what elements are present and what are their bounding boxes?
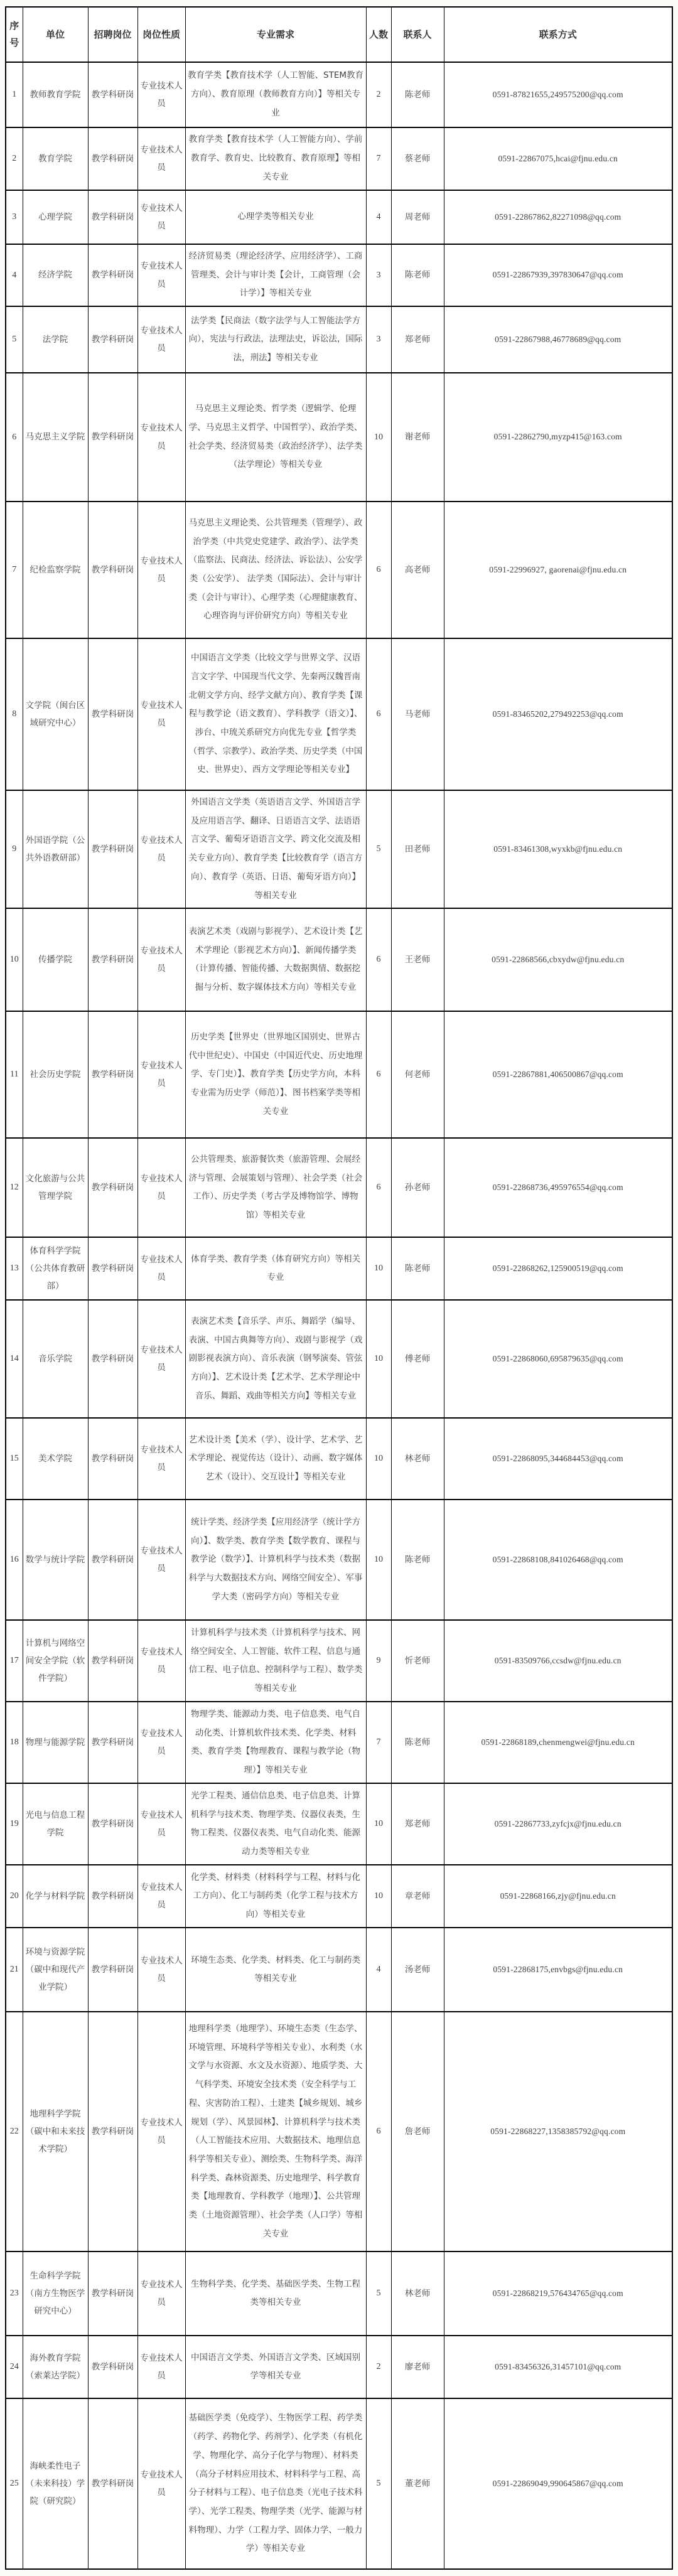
cell-info: 0591-87821655,249575200@qq.com <box>444 62 672 127</box>
cell-unit: 文化旅游与公共管理学院 <box>23 1138 88 1237</box>
cell-contact: 林老师 <box>391 1418 444 1500</box>
cell-contact: 蔡老师 <box>391 127 444 190</box>
table-row <box>6 2336 672 2398</box>
table-row <box>6 502 672 638</box>
cell-contact: 谢老师 <box>391 373 444 502</box>
cell-major: 物理学类、能源动力类、电子信息类、电气自动化类、计算机软件技术类、化学类、材料类、教育学类【物理教育、课程与教学论（物理）】等相关专业 <box>185 1702 366 1783</box>
cell-contact: 陈老师 <box>391 1702 444 1783</box>
cell-no: 5 <box>6 306 23 373</box>
cell-position: 教学科研岗 <box>88 638 137 790</box>
cell-info: 0591-83509766,ccsdw@fjnu.edu.cn <box>444 1620 672 1702</box>
cell-position: 教学科研岗 <box>88 190 137 244</box>
cell-info: 0591-83465202,279492253@qq.com <box>444 638 672 790</box>
table-row <box>6 2012 672 2251</box>
cell-position: 教学科研岗 <box>88 1783 137 1865</box>
cell-nature: 专业技术人员 <box>137 1620 185 1702</box>
cell-position: 教学科研岗 <box>88 1500 137 1620</box>
cell-contact: 孙老师 <box>391 1138 444 1237</box>
header-row <box>6 7 672 62</box>
cell-position: 教学科研岗 <box>88 2012 137 2251</box>
cell-nature: 专业技术人员 <box>137 1783 185 1865</box>
cell-count: 5 <box>366 2251 391 2336</box>
cell-contact: 董老师 <box>391 2398 444 2569</box>
table-row <box>6 62 672 127</box>
cell-major: 表演艺术类【音乐学、声乐、舞蹈学（编导、表演、中国古典舞等方向）、戏剧与影视学（戏剧影视表演方向）、音乐表演（钢琴演奏、管弦方向）】、艺术设计类【艺术学、艺术学理论中音乐、舞蹈、戏曲等相关方向】等相关专业 <box>185 1300 366 1418</box>
cell-contact: 陈老师 <box>391 244 444 306</box>
cell-no: 3 <box>6 190 23 244</box>
cell-info: 0591-83456326,31457101@qq.com <box>444 2336 672 2398</box>
cell-no: 12 <box>6 1138 23 1237</box>
cell-major: 教育学类【教育技术学（人工智能、STEM教育方向）、教育原理（教师教育方向）】等相关专业 <box>185 62 366 127</box>
cell-no: 4 <box>6 244 23 306</box>
cell-unit: 纪检监察学院 <box>23 502 88 638</box>
cell-count: 4 <box>366 190 391 244</box>
cell-no: 1 <box>6 62 23 127</box>
cell-major: 体育学类、教育学类（体育研究方向）等相关专业 <box>185 1237 366 1300</box>
cell-info: 0591-22868108,841026468@qq.com <box>444 1500 672 1620</box>
cell-no: 14 <box>6 1300 23 1418</box>
cell-contact: 周老师 <box>391 190 444 244</box>
header-count: 人数 <box>366 7 391 62</box>
cell-position: 教学科研岗 <box>88 1011 137 1138</box>
header-nature: 岗位性质 <box>137 7 185 62</box>
cell-count: 9 <box>366 1620 391 1702</box>
cell-contact: 郑老师 <box>391 306 444 373</box>
cell-contact: 廖老师 <box>391 2336 444 2398</box>
cell-unit: 社会历史学院 <box>23 1011 88 1138</box>
cell-unit: 文学院（闽台区域研究中心） <box>23 638 88 790</box>
cell-major: 地理科学类（地理学）、环境生态类（生态学、环境管理、环境科学等相关专业）、水利类（水文学与水资源、水文及水资源）、地质学类、大气科学类、环境安全技术类（安全科学与工程、灾害防治工程）、土建类【城乡规划、城乡规划（学）、风景园林】、计算机科学与技术类（人工智能技术应用、大数据技术、地理信息科学等相关专业）、测绘类、生物科学类、海洋科学类、森林资源类、历史地理学、科学教育类【地理教育、学科教学（地理）】、公共管理类（土地资源管理）、社会学类（人口学）等相关专业 <box>185 2012 366 2251</box>
table-row <box>6 2251 672 2336</box>
cell-no: 13 <box>6 1237 23 1300</box>
recruitment-table <box>5 6 673 2570</box>
cell-position: 教学科研岗 <box>88 502 137 638</box>
cell-contact: 汤老师 <box>391 1928 444 2012</box>
cell-count: 6 <box>366 502 391 638</box>
cell-no: 2 <box>6 127 23 190</box>
cell-contact: 王老师 <box>391 908 444 1011</box>
cell-count: 7 <box>366 127 391 190</box>
cell-unit: 地理科学学院（碳中和未来技术学院） <box>23 2012 88 2251</box>
cell-contact: 詹老师 <box>391 2012 444 2251</box>
cell-major: 马克思主义理论类、公共管理类（管理学）、政治学类（中共党史党建学、政治学）、法学类（监察法、民商法、经济法、诉讼法）、公安学类（公安学）、 法学类（国际法）、会计与审计类（会计与审计）、心理学类（心理健康教育、心理咨询与评价研究方向）等相关专业 <box>185 502 366 638</box>
cell-nature: 专业技术人员 <box>137 1418 185 1500</box>
cell-major: 法学类【民商法（数字法学与人工智能法学方向），宪法与行政法，法理法史，诉讼法，国际法，刑法】等相关专业 <box>185 306 366 373</box>
cell-nature: 专业技术人员 <box>137 2398 185 2569</box>
cell-info: 0591-22867988,46778689@qq.com <box>444 306 672 373</box>
cell-contact: 田老师 <box>391 790 444 908</box>
cell-count: 3 <box>366 306 391 373</box>
cell-unit: 心理学院 <box>23 190 88 244</box>
cell-contact: 傅老师 <box>391 1300 444 1418</box>
cell-info: 0591-83461308,wyxkb@fjnu.edu.cn <box>444 790 672 908</box>
cell-nature: 专业技术人员 <box>137 2251 185 2336</box>
header-unit: 单位 <box>23 7 88 62</box>
cell-count: 10 <box>366 373 391 502</box>
cell-nature: 专业技术人员 <box>137 1011 185 1138</box>
cell-count: 10 <box>366 1500 391 1620</box>
table-row <box>6 638 672 790</box>
cell-count: 10 <box>366 1418 391 1500</box>
cell-count: 5 <box>366 2398 391 2569</box>
cell-major: 历史学类【世界史（世界地区国别史、世界古代中世纪史）、中国史（中国近代史、历史地理学、专门史）】、教育学类【历史学方向，本科专业需为历史学（师范）】、图书档案学类等相关专业 <box>185 1011 366 1138</box>
cell-unit: 数学与统计学院 <box>23 1500 88 1620</box>
table-row <box>6 190 672 244</box>
cell-count: 4 <box>366 1928 391 2012</box>
table-row <box>6 1237 672 1300</box>
table-row <box>6 1865 672 1928</box>
cell-unit: 教师教育学院 <box>23 62 88 127</box>
cell-unit: 化学与材料学院 <box>23 1865 88 1928</box>
cell-position: 教学科研岗 <box>88 1237 137 1300</box>
cell-position: 教学科研岗 <box>88 2398 137 2569</box>
cell-position: 教学科研岗 <box>88 2336 137 2398</box>
cell-count: 3 <box>366 244 391 306</box>
cell-no: 20 <box>6 1865 23 1928</box>
cell-count: 2 <box>366 2336 391 2398</box>
cell-count: 5 <box>366 790 391 908</box>
cell-info: 0591-22867862,82271098@qq.com <box>444 190 672 244</box>
cell-nature: 专业技术人员 <box>137 908 185 1011</box>
cell-info: 0591-22868166,zjy@fjnu.edu.cn <box>444 1865 672 1928</box>
table-row <box>6 244 672 306</box>
table-row <box>6 1620 672 1702</box>
cell-nature: 专业技术人员 <box>137 1138 185 1237</box>
cell-info: 0591-22862790,myzp415@163.com <box>444 373 672 502</box>
cell-no: 21 <box>6 1928 23 2012</box>
cell-contact: 林老师 <box>391 2251 444 2336</box>
cell-major: 中国语言文学类、外国语言文学类、区域国别学等相关专业 <box>185 2336 366 2398</box>
table-row <box>6 1138 672 1237</box>
cell-unit: 海外教育学院（索莱达学院） <box>23 2336 88 2398</box>
cell-count: 6 <box>366 908 391 1011</box>
cell-major: 公共管理类、旅游餐饮类（旅游管理、会展经济与管理、会展策划与管理）、社会学类（社会工作）、历史学类（考古学及博物馆学、博物馆）等相关专业 <box>185 1138 366 1237</box>
cell-major: 艺术设计类【美术（学）、设计学、艺术学、艺术学理论、视觉传达（设计）、动画、数字媒体艺术（设计）、交互设计】等相关专业 <box>185 1418 366 1500</box>
cell-no: 25 <box>6 2398 23 2569</box>
cell-unit: 光电与信息工程学院 <box>23 1783 88 1865</box>
cell-info: 0591-22868189,chenmengwei@fjnu.edu.cn <box>444 1702 672 1783</box>
table-row <box>6 1783 672 1865</box>
cell-info: 0591-22867733,zyfcjx@fjnu.edu.cn <box>444 1783 672 1865</box>
cell-position: 教学科研岗 <box>88 62 137 127</box>
cell-no: 8 <box>6 638 23 790</box>
cell-nature: 专业技术人员 <box>137 1865 185 1928</box>
cell-nature: 专业技术人员 <box>137 190 185 244</box>
cell-position: 教学科研岗 <box>88 1138 137 1237</box>
cell-info: 0591-22996927, gaorenai@fjnu.edu.cn <box>444 502 672 638</box>
cell-unit: 物理与能源学院 <box>23 1702 88 1783</box>
cell-no: 7 <box>6 502 23 638</box>
cell-contact: 陈老师 <box>391 62 444 127</box>
cell-position: 教学科研岗 <box>88 1620 137 1702</box>
cell-contact: 郑老师 <box>391 1783 444 1865</box>
cell-info: 0591-22868060,695879635@qq.com <box>444 1300 672 1418</box>
cell-no: 19 <box>6 1783 23 1865</box>
cell-info: 0591-22868262,125900519@qq.com <box>444 1237 672 1300</box>
table-row <box>6 1300 672 1418</box>
cell-unit: 法学院 <box>23 306 88 373</box>
cell-position: 教学科研岗 <box>88 306 137 373</box>
cell-nature: 专业技术人员 <box>137 2012 185 2251</box>
cell-nature: 专业技术人员 <box>137 1702 185 1783</box>
cell-major: 计算机科学与技术类（计算机科学与技术、网络空间安全、人工智能、软件工程、信息与通信工程、电子信息、控制科学与工程）、数学类等相关专业 <box>185 1620 366 1702</box>
cell-nature: 专业技术人员 <box>137 127 185 190</box>
cell-major: 中国语言文学类（比较文学与世界文学、汉语言文字学、中国现当代文学、先秦两汉魏晋南北朝文学方向、经学文献方向）、教育学类【课程与教学论（语文教育）、学科教学（语文）】、涉台、中琉关系研究方向优先专业【哲学类（哲学、宗教学）、政治学类、历史学类（中国史、世界史）、西方文学理论等相关专业】 <box>185 638 366 790</box>
cell-unit: 教育学院 <box>23 127 88 190</box>
cell-position: 教学科研岗 <box>88 1300 137 1418</box>
cell-contact: 何老师 <box>391 1011 444 1138</box>
header-position: 招聘岗位 <box>88 7 137 62</box>
header-info: 联系方式 <box>444 7 672 62</box>
cell-count: 6 <box>366 638 391 790</box>
cell-contact: 陈老师 <box>391 1500 444 1620</box>
cell-info: 0591-22867881,406500867@qq.com <box>444 1011 672 1138</box>
cell-no: 17 <box>6 1620 23 1702</box>
cell-info: 0591-22867075,hcai@fjnu.edu.cn <box>444 127 672 190</box>
cell-count: 10 <box>366 1237 391 1300</box>
cell-nature: 专业技术人员 <box>137 244 185 306</box>
cell-no: 22 <box>6 2012 23 2251</box>
cell-unit: 传播学院 <box>23 908 88 1011</box>
cell-count: 6 <box>366 2012 391 2251</box>
cell-unit: 马克思主义学院 <box>23 373 88 502</box>
cell-no: 10 <box>6 908 23 1011</box>
table-row <box>6 306 672 373</box>
cell-major: 生物科学类、化学类、基础医学类、生物工程类等相关专业 <box>185 2251 366 2336</box>
cell-position: 教学科研岗 <box>88 1418 137 1500</box>
cell-nature: 专业技术人员 <box>137 502 185 638</box>
cell-position: 教学科研岗 <box>88 244 137 306</box>
cell-no: 11 <box>6 1011 23 1138</box>
cell-count: 10 <box>366 1300 391 1418</box>
cell-unit: 环境与资源学院（碳中和现代产业学院） <box>23 1928 88 2012</box>
cell-count: 2 <box>366 62 391 127</box>
cell-major: 马克思主义理论类、哲学类（逻辑学、伦理学、马克思主义哲学、中国哲学）、政治学类、社会学类、经济贸易类（政治经济学）、法学类（法学理论）等相关专业 <box>185 373 366 502</box>
cell-nature: 专业技术人员 <box>137 1300 185 1418</box>
table-row <box>6 2398 672 2569</box>
cell-unit: 音乐学院 <box>23 1300 88 1418</box>
cell-unit: 美术学院 <box>23 1418 88 1500</box>
cell-no: 16 <box>6 1500 23 1620</box>
cell-info: 0591-22869049,990645867@qq.com <box>444 2398 672 2569</box>
cell-no: 15 <box>6 1418 23 1500</box>
table-body <box>6 62 672 2569</box>
cell-info: 0591-22868566,cbxydw@fjnu.edu.cn <box>444 908 672 1011</box>
cell-info: 0591-22868175,envbgs@fjnu.edu.cn <box>444 1928 672 2012</box>
cell-major: 统计学类、经济学类【应用经济学（统计学方向）】、数学类、教育学类【数学教育、课程与教学论（数学）】、计算机科学与技术类（数据科学与大数据技术方向、网络空间安全）、军事学大类（密码学方向）等相关专业 <box>185 1500 366 1620</box>
cell-nature: 专业技术人员 <box>137 1500 185 1620</box>
header-contact: 联系人 <box>391 7 444 62</box>
table-row <box>6 908 672 1011</box>
cell-count: 7 <box>366 1702 391 1783</box>
cell-position: 教学科研岗 <box>88 1702 137 1783</box>
cell-position: 教学科研岗 <box>88 1865 137 1928</box>
cell-info: 0591-22867939,397830647@qq.com <box>444 244 672 306</box>
cell-count: 10 <box>366 1865 391 1928</box>
cell-position: 教学科研岗 <box>88 2251 137 2336</box>
cell-position: 教学科研岗 <box>88 908 137 1011</box>
cell-unit: 外国语学院（公共外语教研部） <box>23 790 88 908</box>
table-row <box>6 1928 672 2012</box>
cell-count: 10 <box>366 1783 391 1865</box>
cell-major: 外国语言文学类（英语语言文学、外国语言学及应用语言学、翻译、日语语言文学、法语语言文学、葡萄牙语语言文学、跨文化交流及相关专业方向）、教育学类【比较教育学（语言方向）、教育学（英语、日语、葡萄牙语方向）】等相关专业 <box>185 790 366 908</box>
cell-no: 6 <box>6 373 23 502</box>
cell-nature: 专业技术人员 <box>137 638 185 790</box>
cell-nature: 专业技术人员 <box>137 1237 185 1300</box>
cell-nature: 专业技术人员 <box>137 373 185 502</box>
cell-contact: 忻老师 <box>391 1620 444 1702</box>
cell-major: 心理学类等相关专业 <box>185 190 366 244</box>
cell-nature: 专业技术人员 <box>137 2336 185 2398</box>
cell-major: 教育学类【教育技术学（人工智能方向）、学前教育学、教育史、比较教育、教育原理】等相关专业 <box>185 127 366 190</box>
cell-nature: 专业技术人员 <box>137 62 185 127</box>
table-row <box>6 127 672 190</box>
cell-info: 0591-22868736,495976554@qq.com <box>444 1138 672 1237</box>
cell-info: 0591-22868227,1358385792@qq.com <box>444 2012 672 2251</box>
table-row <box>6 790 672 908</box>
cell-position: 教学科研岗 <box>88 127 137 190</box>
cell-unit: 生命科学学院（南方生物医学研究中心） <box>23 2251 88 2336</box>
table-row <box>6 1011 672 1138</box>
cell-no: 9 <box>6 790 23 908</box>
table-row <box>6 1500 672 1620</box>
cell-info: 0591-22868219,576434765@qq.com <box>444 2251 672 2336</box>
cell-nature: 专业技术人员 <box>137 1928 185 2012</box>
cell-info: 0591-22868095,344684453@qq.com <box>444 1418 672 1500</box>
header-no: 序号 <box>6 7 23 62</box>
cell-position: 教学科研岗 <box>88 790 137 908</box>
cell-no: 24 <box>6 2336 23 2398</box>
cell-no: 18 <box>6 1702 23 1783</box>
cell-unit: 海峡柔性电子（未来科技）学院（研究院） <box>23 2398 88 2569</box>
cell-unit: 经济学院 <box>23 244 88 306</box>
cell-major: 基础医学类（免疫学）、生物医学工程、药学类（药学、药物化学、药剂学）、化学类（有机化学、物理化学、高分子化学与物理）、材料类（高分子材料应用技术、材料科学与工程、高分子材料与工程）、电子信息类（光电子技术科学）、光学工程类、物理学类（光学、能源与材料物理）、力学（工程力学、固体力学、一般力学）等相关专业 <box>185 2398 366 2569</box>
cell-major: 经济贸易类（理论经济学、应用经济学）、工商管理类、会计与审计类【会计，工商管理（会计学）】等相关专业 <box>185 244 366 306</box>
cell-contact: 陈老师 <box>391 1237 444 1300</box>
cell-major: 光学工程类、通信信息类、电子信息类、计算机科学与技术类、物理学类、仪器仪表类，生物工程类、仪器仪表类、电气自动化类、能源动力类等相关专业 <box>185 1783 366 1865</box>
cell-no: 23 <box>6 2251 23 2336</box>
cell-major: 表演艺术类（戏剧与影视学）、艺术设计类【艺术学理论（影视艺术方向）】、新闻传播学类（计算传播、智能传播、大数据舆情、数据挖掘与分析、数字媒体技术方向）等相关专业 <box>185 908 366 1011</box>
table-row <box>6 1702 672 1783</box>
cell-position: 教学科研岗 <box>88 373 137 502</box>
cell-count: 6 <box>366 1138 391 1237</box>
table-row <box>6 373 672 502</box>
cell-unit: 计算机与网络空间安全学院（软件学院） <box>23 1620 88 1702</box>
cell-contact: 高老师 <box>391 502 444 638</box>
cell-contact: 章老师 <box>391 1865 444 1928</box>
cell-contact: 马老师 <box>391 638 444 790</box>
cell-nature: 专业技术人员 <box>137 306 185 373</box>
cell-count: 6 <box>366 1011 391 1138</box>
cell-major: 化学类、材料类（材料科学与工程、材料与化工方向）、化工与制药类（化学工程与技术方向）等相关专业 <box>185 1865 366 1928</box>
cell-nature: 专业技术人员 <box>137 790 185 908</box>
header-major: 专业需求 <box>185 7 366 62</box>
cell-major: 环境生态类、化学类、材料类、化工与制药类等相关专业 <box>185 1928 366 2012</box>
cell-unit: 体育科学学院（公共体育教研部） <box>23 1237 88 1300</box>
cell-position: 教学科研岗 <box>88 1928 137 2012</box>
table-row <box>6 1418 672 1500</box>
